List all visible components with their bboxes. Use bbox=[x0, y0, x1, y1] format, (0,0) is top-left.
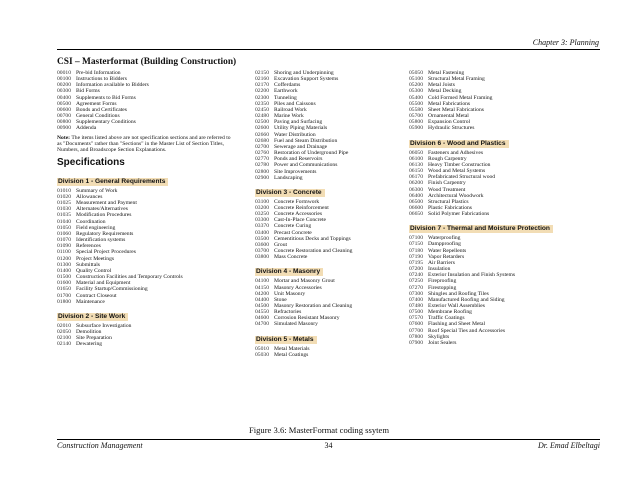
masterformat-figure bbox=[57, 68, 600, 414]
section-title-text: Special Project Procedures bbox=[76, 249, 136, 256]
section-title-text: Fuel and Steam Distribution bbox=[274, 137, 338, 144]
section-title-text: Fireproofing bbox=[428, 278, 457, 285]
section-code: 07250 bbox=[409, 278, 423, 285]
division-5-heading: Division 5 - Metals bbox=[255, 336, 317, 344]
section-title-text: Instructions to Bidders bbox=[76, 76, 127, 83]
section-title-text: Metal Fabrications bbox=[428, 100, 471, 107]
column-1 bbox=[57, 70, 247, 347]
section-code: 04700 bbox=[255, 321, 269, 328]
page-number: 34 bbox=[324, 441, 333, 450]
division-2-heading: Division 2 - Site Work bbox=[57, 313, 128, 321]
section-title-text: Subsurface Investigation bbox=[76, 322, 132, 329]
section-code: 02700 bbox=[255, 143, 269, 150]
section-code: 04500 bbox=[255, 303, 269, 309]
section-code: 02800 bbox=[255, 168, 269, 175]
section-title-text: Information available to Bidders bbox=[76, 82, 149, 89]
note-text: The items listed above are not specification sections and are referred to as "Documents" rather than "Sections" in the Master List of Section Titles, Numbers, and Broadscope Section Explanations. bbox=[57, 134, 231, 153]
section-code: 01800 bbox=[57, 298, 71, 305]
section-title-text: Air Barriers bbox=[428, 259, 455, 266]
section-code: 02660 bbox=[255, 131, 269, 138]
section-title-text: Coordination bbox=[76, 218, 106, 225]
section-code: 01200 bbox=[57, 255, 71, 262]
section-code: 07600 bbox=[409, 321, 423, 328]
section-title: CSI – Masterformat (Building Construction) bbox=[57, 57, 237, 67]
section-title-text: Measurement and Payment bbox=[76, 200, 137, 207]
section-code: 00800 bbox=[57, 119, 71, 126]
section-title-text: Hydraulic Structures bbox=[428, 125, 475, 132]
section-code: 07480 bbox=[409, 303, 423, 309]
section-title-text: Concrete Restoration and Cleaning bbox=[274, 248, 353, 255]
section-code: 02300 bbox=[255, 94, 269, 101]
section-title-text: Skylights bbox=[428, 333, 450, 340]
section-title-text: Structural Plastics bbox=[428, 198, 469, 205]
section-code: 05700 bbox=[409, 113, 423, 120]
section-title-text: Cast-In-Place Concrete bbox=[274, 217, 327, 224]
division-7-heading: Division 7 - Thermal and Moisture Protection bbox=[409, 225, 553, 233]
section-title-text: Insulation bbox=[428, 266, 451, 273]
section-title-text: Sewerage and Drainage bbox=[274, 143, 328, 150]
section-title-text: Marine Work bbox=[274, 113, 304, 120]
footer-author: Dr. Emad Elbeltagi bbox=[538, 441, 600, 450]
section-code: 06130 bbox=[409, 161, 423, 168]
section-code: 04150 bbox=[255, 284, 269, 291]
section-code: 03400 bbox=[255, 229, 269, 236]
section-code: 01030 bbox=[57, 206, 71, 213]
section-code: 07570 bbox=[409, 315, 423, 322]
section-code: 04100 bbox=[255, 278, 269, 285]
section-title-text: Concrete Formwork bbox=[274, 198, 320, 205]
list-item bbox=[409, 340, 600, 346]
site-work-list bbox=[255, 70, 405, 181]
section-code: 01100 bbox=[57, 249, 71, 256]
section-title-text: Refractories bbox=[274, 309, 302, 316]
section-title-text: Masonry Restoration and Cleaning bbox=[274, 303, 353, 309]
section-title-text: Cementitious Decks and Toppings bbox=[274, 235, 351, 242]
section-code: 05900 bbox=[409, 125, 423, 132]
section-code: 01600 bbox=[57, 280, 71, 287]
header-rule bbox=[57, 49, 600, 50]
section-code: 03100 bbox=[255, 198, 269, 205]
division-6-list bbox=[409, 150, 600, 218]
section-title-text: Solid Polymer Fabrications bbox=[428, 211, 490, 218]
section-title-text: Identification systems bbox=[76, 237, 126, 244]
section-code: 03500 bbox=[255, 235, 269, 242]
section-code: 02150 bbox=[255, 70, 269, 76]
section-title-text: Ornamental Metal bbox=[428, 113, 469, 120]
section-title-text: Metal Decking bbox=[428, 88, 462, 95]
division-4-list bbox=[255, 278, 405, 327]
section-title-text: Flashing and Sheet Metal bbox=[428, 321, 486, 328]
section-code: 03200 bbox=[255, 204, 269, 211]
section-code: 01010 bbox=[57, 187, 71, 194]
section-code: 05010 bbox=[255, 345, 269, 352]
section-title-text: Metal Fastening bbox=[428, 70, 465, 76]
section-title-text: Ponds and Reservoirs bbox=[274, 156, 323, 163]
section-title-text: Construction Facilities and Temporary Controls bbox=[76, 274, 183, 281]
section-title-text: Project Meetings bbox=[76, 255, 115, 262]
section-code: 06050 bbox=[409, 149, 423, 156]
section-code: 02600 bbox=[255, 125, 269, 132]
section-title-text: Stone bbox=[274, 296, 287, 303]
list-item bbox=[57, 125, 247, 131]
section-title-text: Simulated Masonry bbox=[274, 321, 318, 328]
section-title-text: Grout bbox=[274, 241, 288, 248]
section-title-text: Maintenance bbox=[76, 298, 105, 305]
column-3 bbox=[409, 70, 600, 346]
section-code: 06100 bbox=[409, 155, 423, 162]
footer-course: Construction Management bbox=[57, 441, 143, 450]
section-code: 05500 bbox=[409, 100, 423, 107]
section-code: 07700 bbox=[409, 327, 423, 334]
section-code: 07100 bbox=[409, 235, 423, 242]
section-code: 07190 bbox=[409, 253, 423, 260]
section-title-text: Summary of Work bbox=[76, 187, 118, 194]
section-title-text: Site Improvements bbox=[274, 168, 317, 175]
list-item bbox=[409, 211, 600, 217]
section-code: 03700 bbox=[255, 248, 269, 255]
section-title-text: Material and Equipment bbox=[76, 280, 131, 287]
section-code: 00500 bbox=[57, 100, 71, 107]
section-title-text: Manufactured Roofing and Siding bbox=[428, 296, 505, 303]
section-code: 05580 bbox=[409, 106, 423, 113]
section-code: 02780 bbox=[255, 162, 269, 169]
section-code: 00200 bbox=[57, 82, 71, 89]
section-title-text: Corrosion Resistant Masonry bbox=[274, 315, 340, 322]
section-title-text: Submittals bbox=[76, 261, 100, 268]
section-title-text: Site Preparation bbox=[76, 335, 112, 342]
section-code: 01050 bbox=[57, 224, 71, 231]
section-code: 01500 bbox=[57, 274, 71, 281]
list-item bbox=[57, 341, 247, 347]
figure-caption: Figure 3.6: MasterFormat coding ssytem bbox=[248, 425, 390, 435]
section-title-text: Heavy Timber Construction bbox=[428, 161, 491, 168]
section-code: 06150 bbox=[409, 168, 423, 175]
section-title-text: Concrete Accessories bbox=[274, 211, 322, 218]
section-code: 02140 bbox=[57, 341, 71, 348]
section-code: 00600 bbox=[57, 106, 71, 113]
section-code: 04400 bbox=[255, 296, 269, 303]
section-code: 01650 bbox=[57, 286, 71, 293]
section-code: 06300 bbox=[409, 186, 423, 193]
section-title-text: Prefabricated Structural wood bbox=[428, 174, 496, 181]
section-code: 05100 bbox=[409, 76, 423, 83]
section-code: 03250 bbox=[255, 211, 269, 218]
section-code: 02010 bbox=[57, 322, 71, 329]
specifications-heading: Specifications bbox=[57, 156, 125, 168]
section-title-text: Waterproofing bbox=[428, 235, 461, 242]
section-code: 01060 bbox=[57, 230, 71, 237]
section-code: 07300 bbox=[409, 290, 423, 297]
section-title-text: Metal Coatings bbox=[274, 351, 309, 358]
list-item bbox=[255, 352, 405, 358]
section-title-text: Sheet Metal Fabrications bbox=[428, 106, 484, 113]
section-title-text: Alternates/Alternatives bbox=[76, 206, 128, 213]
section-code: 05200 bbox=[409, 82, 423, 89]
section-title-text: Pre-bid Information bbox=[76, 70, 121, 76]
section-title-text: Exterior Wall Assemblies bbox=[428, 303, 485, 309]
section-code: 03600 bbox=[255, 241, 269, 248]
section-title-text: Metal Materials bbox=[274, 345, 310, 352]
section-code: 02760 bbox=[255, 150, 269, 157]
section-code: 01040 bbox=[57, 218, 71, 225]
section-code: 07195 bbox=[409, 259, 423, 266]
list-item bbox=[57, 299, 247, 305]
section-code: 02450 bbox=[255, 106, 269, 113]
section-title-text: Mass Concrete bbox=[274, 254, 308, 261]
note-label: Note: bbox=[57, 134, 71, 141]
section-title-text: Concrete Curing bbox=[274, 223, 312, 230]
metals-list bbox=[409, 70, 600, 132]
section-code: 03800 bbox=[255, 254, 269, 261]
section-title-text: Paving and Surfacing bbox=[274, 119, 323, 126]
division-3-list bbox=[255, 199, 405, 261]
section-title-text: Fasteners and Adhesives bbox=[428, 149, 483, 156]
section-title-text: Wood Treatment bbox=[428, 186, 466, 193]
section-title-text: Water Repellents bbox=[428, 247, 467, 254]
section-code: 07800 bbox=[409, 333, 423, 340]
section-code: 00900 bbox=[57, 125, 71, 132]
section-code: 01070 bbox=[57, 237, 71, 244]
section-code: 06400 bbox=[409, 192, 423, 199]
section-code: 02100 bbox=[57, 335, 71, 342]
section-title-text: Joint Sealers bbox=[428, 339, 457, 346]
section-title-text: Concrete Reinforcement bbox=[274, 204, 329, 211]
division-1-heading: Division 1 - General Requirements bbox=[57, 178, 168, 186]
section-title-text: Mortar and Masonry Grout bbox=[274, 278, 335, 285]
section-title-text: Metal Joists bbox=[428, 82, 455, 89]
section-title-text: Cold Formed Metal Framing bbox=[428, 94, 493, 101]
section-code: 06200 bbox=[409, 180, 423, 187]
section-title-text: Facility Startup/Commissioning bbox=[76, 286, 148, 293]
section-code: 07200 bbox=[409, 266, 423, 273]
section-title-text: Supplements to Bid Forms bbox=[76, 94, 136, 101]
section-code: 01025 bbox=[57, 200, 71, 207]
footer-rule bbox=[57, 439, 600, 440]
section-title-text: Shoring and Underpinning bbox=[274, 70, 334, 76]
section-title-text: Masonry Accessories bbox=[274, 284, 322, 291]
section-code: 07180 bbox=[409, 247, 423, 254]
division-7-list bbox=[409, 235, 600, 346]
section-title-text: Vapor Retarders bbox=[428, 253, 465, 260]
section-title-text: Restoration of Underground Pipe bbox=[274, 150, 349, 157]
section-code: 02200 bbox=[255, 88, 269, 95]
section-title-text: Precast Concrete bbox=[274, 229, 312, 236]
section-title-text: Rough Carpentry bbox=[428, 155, 467, 162]
section-code: 01300 bbox=[57, 261, 71, 268]
section-title-text: References bbox=[76, 243, 101, 250]
section-code: 05030 bbox=[255, 351, 269, 358]
section-title-text: Structural Metal Framing bbox=[428, 76, 485, 83]
section-code: 01020 bbox=[57, 194, 71, 200]
section-title-text: Field engineering bbox=[76, 224, 116, 231]
section-title-text: Exterior Insulation and Finish Systems bbox=[428, 272, 516, 279]
section-title-text: Excavation Support Systems bbox=[274, 76, 339, 83]
section-title-text: Contract Closeout bbox=[76, 292, 117, 299]
section-code: 07240 bbox=[409, 272, 423, 279]
section-title-text: Supplementary Conditions bbox=[76, 119, 136, 126]
section-title-text: Unit Masonry bbox=[274, 290, 306, 297]
section-title-text: General Conditions bbox=[76, 113, 120, 120]
section-title-text: Landscaping bbox=[274, 174, 303, 181]
section-code: 06500 bbox=[409, 198, 423, 205]
section-code: 04200 bbox=[255, 290, 269, 297]
section-code: 05800 bbox=[409, 119, 423, 126]
section-code: 07270 bbox=[409, 284, 423, 291]
section-code: 00400 bbox=[57, 94, 71, 101]
section-code: 05050 bbox=[409, 70, 423, 76]
section-code: 04550 bbox=[255, 309, 269, 316]
section-code: 04600 bbox=[255, 315, 269, 322]
section-title-text: Railroad Work bbox=[274, 106, 307, 113]
section-code: 03370 bbox=[255, 223, 269, 230]
section-code: 06600 bbox=[409, 204, 423, 211]
section-title-text: Dampproofing bbox=[428, 241, 461, 248]
section-code: 07400 bbox=[409, 296, 423, 303]
section-title-text: Piles and Caissons bbox=[274, 100, 316, 107]
section-code: 02500 bbox=[255, 119, 269, 126]
section-title-text: Allowances bbox=[76, 194, 103, 200]
section-code: 01700 bbox=[57, 292, 71, 299]
section-title-text: Membrane Roofing bbox=[428, 309, 472, 316]
section-code: 07500 bbox=[409, 309, 423, 316]
section-code: 00010 bbox=[57, 70, 71, 76]
section-code: 02170 bbox=[255, 82, 269, 89]
section-title-text: Power and Communications bbox=[274, 162, 338, 169]
list-item bbox=[255, 254, 405, 260]
section-title-text: Addenda bbox=[76, 125, 97, 132]
section-title-text: Utility Piping Materials bbox=[274, 125, 328, 132]
section-code: 01400 bbox=[57, 267, 71, 274]
section-title-text: Wood and Metal Systems bbox=[428, 168, 486, 175]
section-code: 06650 bbox=[409, 211, 423, 218]
section-title-text: Earthwork bbox=[274, 88, 298, 95]
section-code: 02160 bbox=[255, 76, 269, 83]
section-code: 00300 bbox=[57, 88, 71, 95]
section-code: 02770 bbox=[255, 156, 269, 163]
section-title-text: Agreement Forms bbox=[76, 100, 117, 107]
list-item bbox=[409, 125, 600, 131]
division-6-heading: Division 6 - Wood and Plastics bbox=[409, 140, 509, 148]
section-code: 03300 bbox=[255, 217, 269, 224]
section-title-text: Dewatering bbox=[76, 341, 103, 348]
section-title-text: Shingles and Roofing Tiles bbox=[428, 290, 489, 297]
section-code: 07150 bbox=[409, 241, 423, 248]
section-code: 07900 bbox=[409, 339, 423, 346]
section-title-text: Expansion Control bbox=[428, 119, 471, 126]
section-code: 05300 bbox=[409, 88, 423, 95]
section-code: 01035 bbox=[57, 212, 71, 219]
division-2-list bbox=[57, 323, 247, 348]
section-title-text: Regulatory Requirements bbox=[76, 230, 134, 237]
section-title-text: Modification Procedures bbox=[76, 212, 132, 219]
division-1-list bbox=[57, 188, 247, 305]
column-2 bbox=[255, 70, 405, 358]
list-item bbox=[255, 321, 405, 327]
note-paragraph bbox=[57, 135, 235, 153]
section-title-text: Water Distribution bbox=[274, 131, 316, 138]
section-title-text: Architectural Woodwork bbox=[428, 192, 484, 199]
division-4-heading: Division 4 - Masonry bbox=[255, 268, 323, 276]
chapter-header: Chapter 3: Planning bbox=[532, 38, 599, 47]
section-title-text: Tunneling bbox=[274, 94, 297, 101]
section-title-text: Firestopping bbox=[428, 284, 457, 291]
section-title-text: Bonds and Certificates bbox=[76, 106, 127, 113]
document-list bbox=[57, 70, 247, 132]
section-title-text: Plastic Fabrications bbox=[428, 204, 472, 211]
section-title-text: Demolition bbox=[76, 328, 102, 335]
section-code: 00100 bbox=[57, 76, 71, 83]
section-code: 02900 bbox=[255, 174, 269, 181]
section-title-text: Finish Carpentry bbox=[428, 180, 466, 187]
section-code: 01090 bbox=[57, 243, 71, 250]
division-5-list bbox=[255, 346, 405, 358]
section-code: 02680 bbox=[255, 137, 269, 144]
division-3-heading: Division 3 - Concrete bbox=[255, 189, 325, 197]
section-code: 02050 bbox=[57, 328, 71, 335]
list-item bbox=[255, 175, 405, 181]
section-title-text: Quality Control bbox=[76, 267, 112, 274]
section-code: 00700 bbox=[57, 113, 71, 120]
section-code: 02350 bbox=[255, 100, 269, 107]
section-code: 02480 bbox=[255, 113, 269, 120]
section-code: 05400 bbox=[409, 94, 423, 101]
section-title-text: Cofferdams bbox=[274, 82, 301, 89]
section-title-text: Bid Forms bbox=[76, 88, 100, 95]
section-title-text: Roof Special Ties and Accessories bbox=[428, 327, 506, 334]
section-title-text: Traffic Coatings bbox=[428, 315, 465, 322]
section-code: 06170 bbox=[409, 174, 423, 181]
